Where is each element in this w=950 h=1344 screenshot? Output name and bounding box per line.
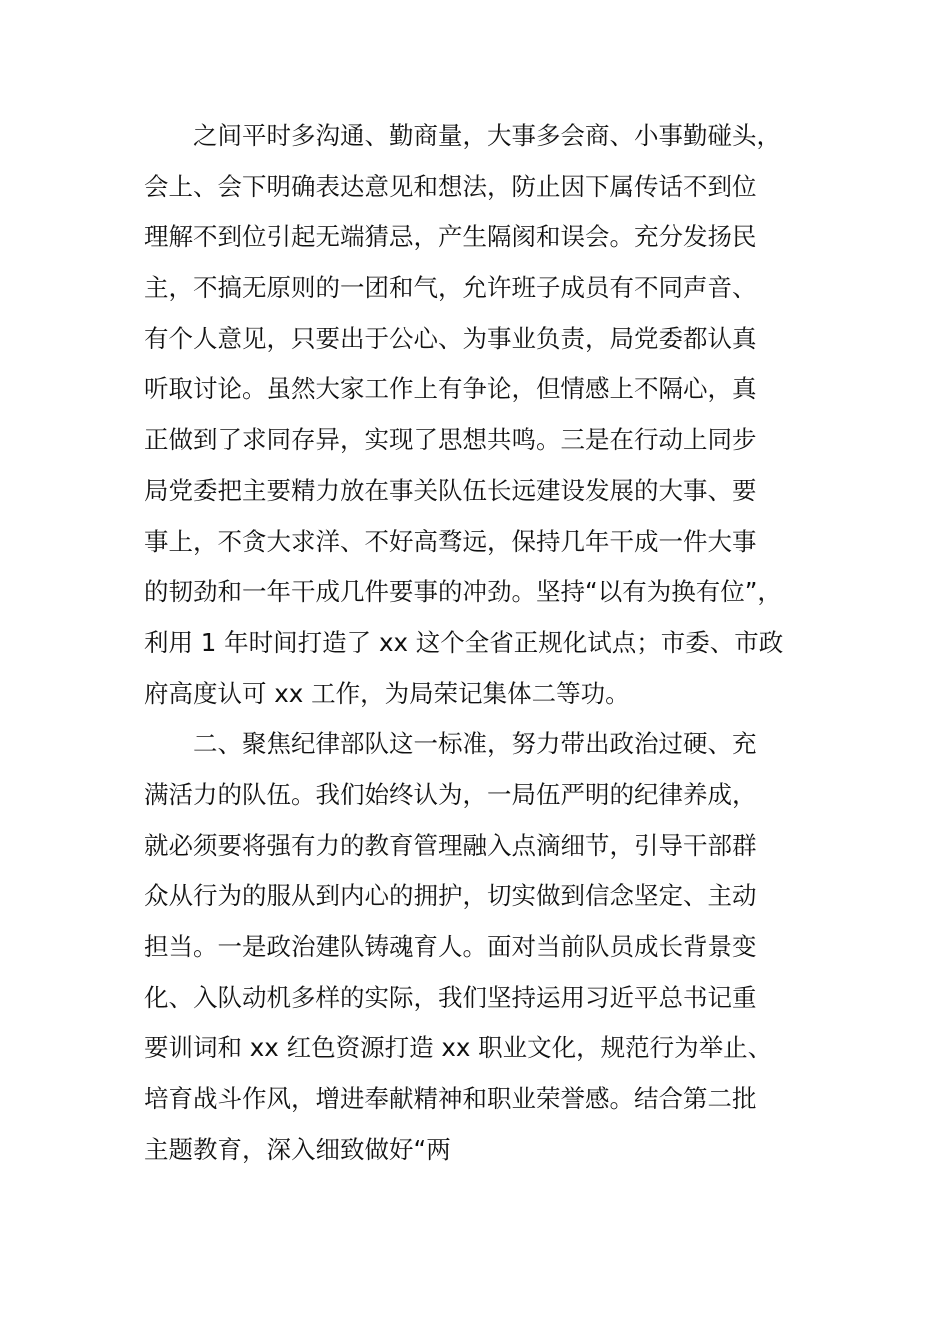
text-line: 化、入队动机多样的实际，我们坚持运用习近平总书记重 [144,982,757,1012]
text-line: 担当。一是政治建队铸魂育人。面对当前队员成长背景变 [144,932,757,961]
text-line: 满活力的队伍。我们始终认为，一局伍严明的纪律养成， [144,779,757,809]
text-line: 事上，不贪大求洋、不好高骛远，保持几年干成一件大事 [144,526,757,556]
text-line: 主题教育，深入细致做好“两 [144,1134,451,1164]
text-line: 的韧劲和一年干成几件要事的冲劲。坚持“以有为换有位”， [144,577,782,607]
text-line: 会上、会下明确表达意见和想法，防止因下属传话不到位 [144,171,757,201]
text-line: 二、聚焦纪律部队这一标准，努力带出政治过硬、充 [193,729,757,759]
text-line: 利用 1 年时间打造了 xx 这个全省正规化试点；市委、市政 [144,627,784,657]
body-text [144,111,834,1175]
text-line: 府高度认可 xx 工作，为局荣记集体二等功。 [144,678,630,708]
text-line: 之间平时多沟通、勤商量，大事多会商、小事勤碰头， [193,121,781,150]
text-line: 局党委把主要精力放在事关队伍长远建设发展的大事、要 [144,475,757,505]
text-line: 正做到了求同存异，实现了思想共鸣。三是在行动上同步 [144,425,757,455]
text-line: 要训词和 xx 红色资源打造 xx 职业文化，规范行为举止、 [144,1033,773,1063]
text-line: 就必须要将强有力的教育管理融入点滴细节，引导干部群 [144,830,757,860]
text-line: 主，不搞无原则的一团和气，允许班子成员有不同声音、 [144,273,757,303]
text-line: 培育战斗作风，增进奉献精神和职业荣誉感。结合第二批 [144,1084,757,1114]
text-line: 众从行为的服从到内心的拥护，切实做到信念坚定、主动 [144,881,757,911]
text-line: 有个人意见，只要出于公心、为事业负责，局党委都认真 [144,323,757,353]
text-line: 理解不到位引起无端猜忌，产生隔阂和误会。充分发扬民 [144,222,757,252]
text-line: 听取讨论。虽然大家工作上有争论，但情感上不隔心，真 [144,374,757,404]
